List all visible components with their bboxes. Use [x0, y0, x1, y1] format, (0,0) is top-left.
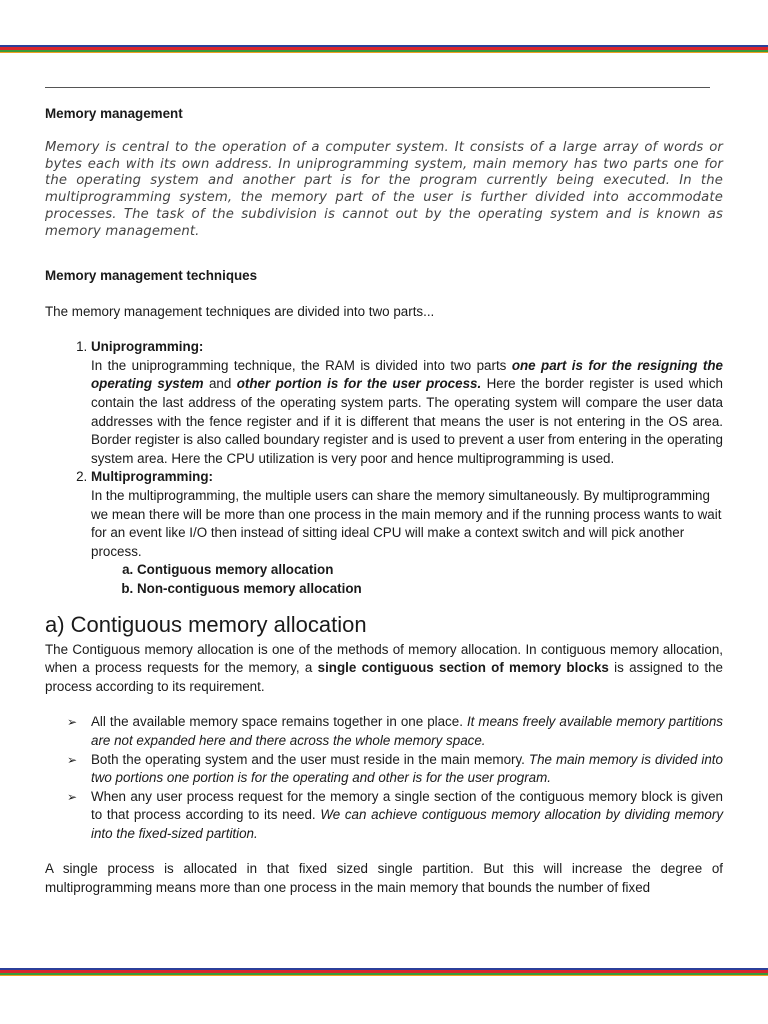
multiprogramming-title: Multiprogramming: [91, 469, 213, 485]
arrow-bullet-icon: ➢ [67, 715, 78, 730]
heading-techniques: Memory management techniques [45, 268, 258, 284]
bullet-item: ➢ Both the operating system and the user must reside in the main memory. The main memory is divided into two portions one portion is for the operating and other is for the user program. [67, 751, 723, 786]
multiprogramming-text: In the multiprogramming, the multiple users can share the memory simultaneously. By multiprogramming we mean there will be more than one process in the main memory and if the running process wants to wait for an event like I/O then instead of sitting ideal CPU will make a context switch and will pick another process. [91, 487, 722, 559]
contiguous-bullets [45, 713, 723, 843]
techniques-list [45, 338, 723, 598]
uni-emphasis-1: one part is for the resigning the operating system [91, 357, 723, 392]
header-color-band [0, 45, 768, 53]
contiguous-emphasis: single contiguous section of memory blocks [317, 660, 609, 676]
footer-color-band [0, 968, 768, 976]
header-rule [45, 87, 710, 88]
bullet-item: ➢ All the available memory space remains together in one place. It means freely available memory partitions are not expanded here and there across the whole memory space. [67, 714, 724, 748]
bullet-item: ➢ When any user process request for the memory a single section of the contiguous memory block is given to that process according to its need. We can achieve contiguous memory allocation by dividing memory into the fixed-sized partition. [67, 788, 724, 841]
uniprogramming-title: Uniprogramming: [91, 339, 204, 355]
document-body [45, 105, 723, 898]
arrow-bullet-icon: ➢ [67, 789, 78, 804]
uni-emphasis-2: other portion is for the user process. [236, 376, 482, 392]
heading-memory-management: Memory management [45, 106, 183, 121]
final-paragraph: A single process is allocated in that fixed sized single partition. But this will increase the degree of multiprogramming means more than one process in the main memory that bounds the number of fixed [45, 861, 723, 896]
techniques-intro: The memory management techniques are divided into two parts... [45, 303, 435, 319]
sublist-item-noncontiguous: b. Non-contiguous memory allocation [137, 580, 723, 599]
intro-paragraph: Memory is central to the operation of a computer system. It consists of a large array of words or bytes each with its own address. In uniprogramming system, main memory has two parts one for the operating system and another part is for the program currently being executed. In the multiprogramming system, the memory part of the user is further divided into accommodate processes. The task of the subdivision is cannot out by the operating system and is known as memory management. [45, 139, 723, 240]
arrow-bullet-icon: ➢ [67, 752, 78, 767]
contiguous-paragraph: The Contiguous memory allocation is one of the methods of memory allocation. In contiguous memory allocation, when a process requests for the memory, a single contiguous section of memory blocks is assigned to the process according to its requirement. [45, 641, 723, 694]
sublist-item-contiguous: a. Contiguous memory allocation [137, 561, 723, 580]
section-heading-contiguous: a) Contiguous memory allocation [45, 611, 367, 637]
allocation-sublist [91, 561, 723, 598]
list-item-uniprogramming: 1. Uniprogramming: In the uniprogramming technique, the RAM is divided into two parts one part is for the resigning the operating system and other portion is for the user process. Here the border register is used which contain the last address of the operating system parts. The operating system will compare the user data addresses with the fence register and if it is different that means the user is not entering in the OS area. Border register is also called boundary register and is used to prevent a user from entering in the operating system area. Here the CPU utilization is very poor and hence multiprogramming is used. [91, 338, 723, 468]
list-item-multiprogramming [91, 468, 723, 598]
